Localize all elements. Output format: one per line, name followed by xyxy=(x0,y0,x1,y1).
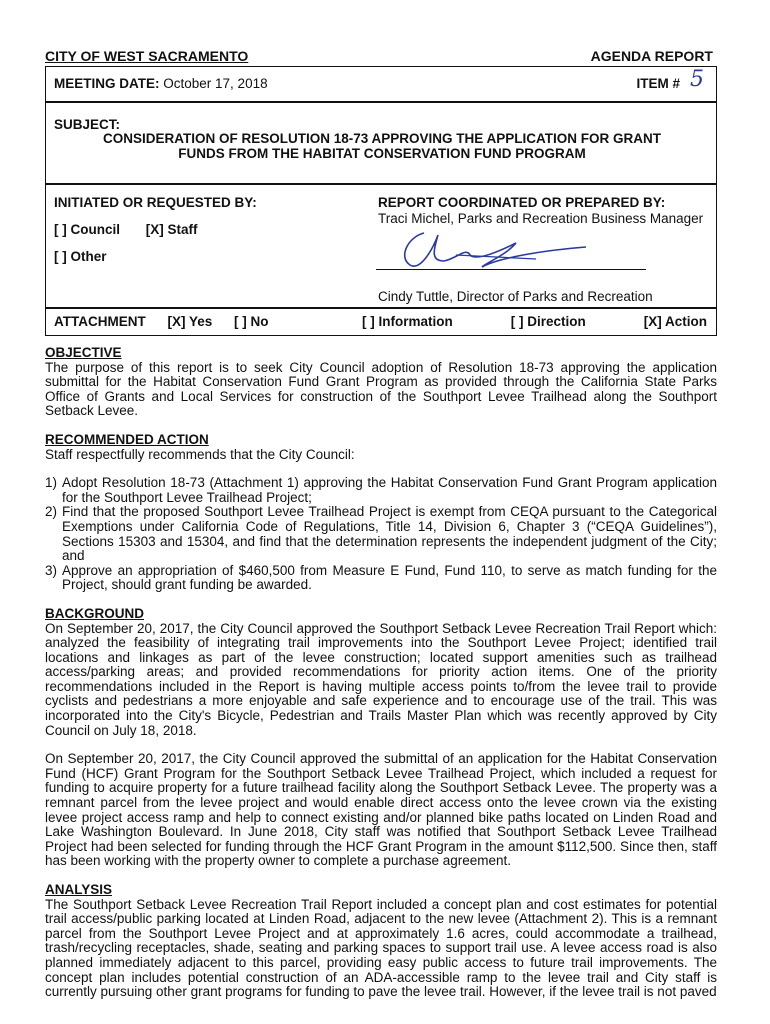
list-item: 1) Adopt Resolution 18-73 (Attachment 1) approving the Habitat Conservation Fund Grant Program application for the Southport Levee Trailhead Project; xyxy=(45,475,717,505)
meeting-row xyxy=(45,66,717,102)
attachment-yes: [X] Yes xyxy=(167,314,213,329)
list-item: 3) Approve an appropriation of $460,500 from Measure E Fund, Fund 110, to serve as match funding for the Project, should grant funding be awarded. xyxy=(45,562,717,593)
report-body xyxy=(45,346,717,1014)
objective-text: The purpose of this report is to seek City Council adoption of Resolution 18-73 approving the application submittal for the Habitat Conservation Fund Grant Program as provided through the California State Parks Office of Grants and Local Services for construction of the Southport Levee Trailhead along the Southport Setback Levee. xyxy=(45,359,717,419)
action-checkbox: [X] Action xyxy=(643,314,707,329)
attachment-row xyxy=(45,308,717,336)
attachment-no: [ ] No xyxy=(234,314,269,329)
staff-checkbox: [X] Staff xyxy=(145,222,198,237)
preparer-name: Traci Michel, Parks and Recreation Business Manager xyxy=(378,211,704,226)
background-paragraph-1: On September 20, 2017, the City Council approved the Southport Setback Levee Recreation Trail Report which: analyzed the feasibility of integrating trail improvements into the Southport Levee Project; identified trail locations and linkages as part of the levee construction; located support amenities such as trailhead access/parking areas; and provided recommendations for priority action items. One of the priority recommendations included in the Report is having multiple access points to/from the levee trail to provide cyclists and pedestrians a more enjoyable and safe experience and to encourage use of the trail. This was incorporated into the City's Bicycle, Pedestrian and Trails Master Plan which was recently approved by City Council on July 18, 2018. xyxy=(45,620,717,738)
report-type: AGENDA REPORT xyxy=(590,48,713,64)
attachment-label: ATTACHMENT xyxy=(54,314,146,329)
subject-label: SUBJECT: xyxy=(54,117,121,132)
coordinator-name: Cindy Tuttle, Director of Parks and Recreation xyxy=(378,289,653,304)
objective-heading: OBJECTIVE xyxy=(45,345,122,360)
routing-section xyxy=(45,184,717,308)
council-checkbox: [ ] Council xyxy=(54,222,120,237)
recommended-intro: Staff respectfully recommends that the City Council: xyxy=(45,446,355,462)
subject-title: CONSIDERATION OF RESOLUTION 18-73 APPROVING THE APPLICATION FOR GRANT FUNDS FROM THE HABITAT CONSERVATION FUND PROGRAM xyxy=(102,131,662,161)
city-name: CITY OF WEST SACRAMENTO xyxy=(45,48,249,64)
initiated-label: INITIATED OR REQUESTED BY: xyxy=(54,195,257,210)
background-heading: BACKGROUND xyxy=(45,605,144,621)
analysis-heading: ANALYSIS xyxy=(45,882,113,897)
item-number: 5 xyxy=(690,67,704,92)
subject-section xyxy=(45,102,717,184)
direction-checkbox: [ ] Direction xyxy=(510,314,586,329)
other-checkbox: [ ] Other xyxy=(54,249,107,264)
signature-line xyxy=(376,269,646,270)
document-header xyxy=(45,48,713,64)
meeting-date-label: MEETING DATE: xyxy=(54,76,160,91)
recommended-heading: RECOMMENDED ACTION xyxy=(45,431,209,447)
list-item: 2) Find that the proposed Southport Levee Trailhead Project is exempt from CEQA pursuant to the Categorical Exemptions under California Code of Regulations, Title 14, Division 6, Chapter 3 (“CEQA Guidelines”), Sections 15303 and 15304, and find that the determination represents the independent judgment of the City; and xyxy=(45,504,717,564)
background-paragraph-2: On September 20, 2017, the City Council approved the submittal of an application for the Habitat Conservation Fund (HCF) Grant Program for the Southport Setback Levee Trailhead Project, which included a request for funding to acquire property for a future trailhead facility along the Southport Setback Levee. The property was a remnant parcel from the levee project and would enable direct access onto the levee crown via the existing levee project access ramp and help to connect existing and/or planned bike paths located on Linden Road and Lake Washington Boulevard. In June 2018, City staff was notified that Southport Setback Levee Trailhead Project had been selected for funding through the HCF Grant Program in the amount $112,500. Since then, staff has been working with the property owner to complete a purchase agreement. xyxy=(45,751,717,869)
meeting-date: October 17, 2018 xyxy=(163,76,268,91)
item-label: ITEM # xyxy=(636,76,680,91)
prepared-label: REPORT COORDINATED OR PREPARED BY: xyxy=(378,195,666,210)
information-checkbox: [ ] Information xyxy=(362,314,453,329)
signature-image xyxy=(386,225,616,275)
recommendation-list xyxy=(45,476,717,593)
analysis-paragraph-1: The Southport Setback Levee Recreation Trail Report included a concept plan and cost estimates for potential trail access/public parking located at Linden Road, adjacent to the new levee (Attachment 2). This is a remnant parcel from the Southport Levee Project and at approximately 1.6 acres, could accommodate a trailhead, trash/recycling receptacles, shade, seating and parking spaces to support trail use. A levee access road is also planned immediately adjacent to this parcel, providing easy public access to future trail improvements. The concept plan includes potential construction of an ADA-accessible ramp to the levee trail and City staff is currently pursuing other grant programs for funding to pave the levee trail. However, if the levee trail is not paved xyxy=(45,896,717,1000)
